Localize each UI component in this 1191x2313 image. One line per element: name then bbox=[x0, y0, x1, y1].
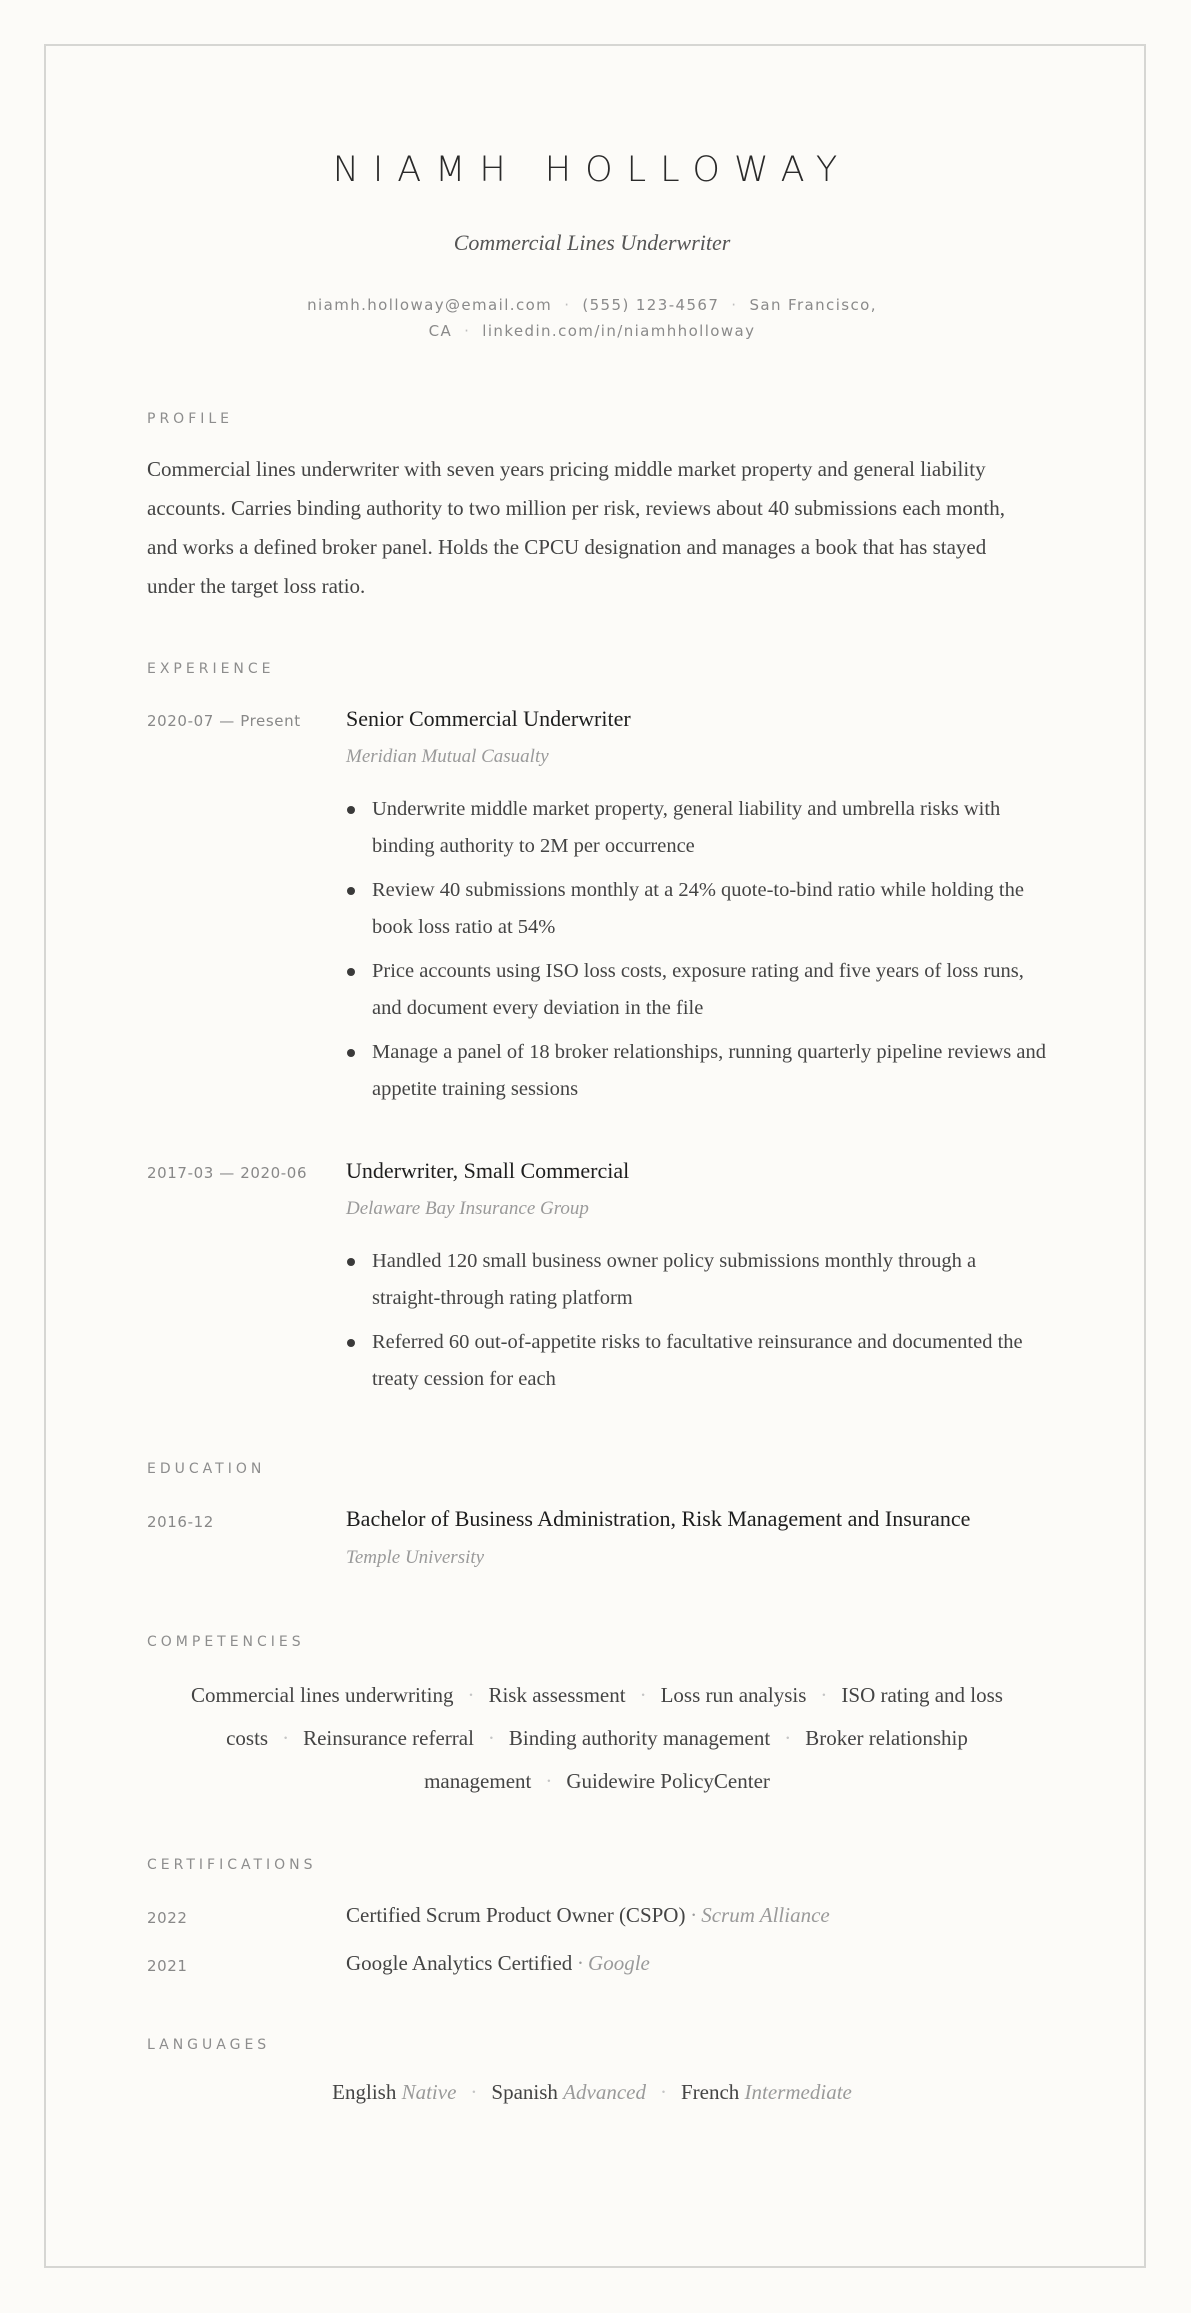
contact-linkedin[interactable]: linkedin.com/in/niamhholloway bbox=[482, 322, 756, 340]
language-name: French bbox=[680, 2080, 740, 2104]
certification-name: Google Analytics Certified bbox=[346, 1951, 573, 1975]
job-dates: 2020-07 — Present bbox=[147, 712, 301, 730]
separator-dot: · bbox=[639, 1683, 647, 1707]
separator-dot: · bbox=[487, 1726, 495, 1750]
competency-item: Loss run analysis bbox=[660, 1683, 807, 1707]
list-item: Handled 120 small business owner policy submissions monthly through a straight-through rating platform bbox=[346, 1243, 1046, 1317]
section-label-languages: LANGUAGES bbox=[147, 2037, 271, 2053]
contact-location: San Francisco, CA bbox=[428, 296, 877, 340]
separator-dot: · bbox=[545, 1769, 553, 1793]
list-item: Referred 60 out-of-appetite risks to facultative reinsurance and documented the treaty cession for each bbox=[346, 1324, 1046, 1398]
section-label-competencies: COMPETENCIES bbox=[147, 1634, 305, 1650]
separator-dot: · bbox=[467, 1683, 475, 1707]
profile-summary: Commercial lines underwriter with seven years pricing middle market property and general liability accounts. Carries binding authority to two million per risk, reviews about 40 submissions each month, and works a defined broker panel. Holds the CPCU designation and manages a book that has stayed under the target loss ratio. bbox=[147, 457, 1005, 598]
list-item: Manage a panel of 18 broker relationships, running quarterly pipeline reviews and appetite training sessions bbox=[346, 1034, 1046, 1108]
separator-dot: · bbox=[784, 1726, 792, 1750]
competency-item: Guidewire PolicyCenter bbox=[566, 1769, 770, 1793]
job-company: Delaware Bay Insurance Group bbox=[346, 1198, 589, 1219]
language-level: Advanced bbox=[563, 2080, 646, 2104]
section-label-certifications: CERTIFICATIONS bbox=[147, 1857, 317, 1873]
certification-issuer: · Google bbox=[577, 1951, 650, 1975]
job-title: Underwriter, Small Commercial bbox=[346, 1158, 630, 1183]
separator-dot: · bbox=[659, 2080, 667, 2104]
candidate-role: Commercial Lines Underwriter bbox=[453, 230, 731, 255]
certification-issuer: · Scrum Alliance bbox=[690, 1903, 830, 1927]
job-title: Senior Commercial Underwriter bbox=[346, 706, 631, 731]
contact-phone[interactable]: (555) 123-4567 bbox=[582, 296, 720, 314]
competency-item: ISO rating and loss costs bbox=[226, 1683, 1003, 1750]
section-label-profile: PROFILE bbox=[147, 411, 234, 427]
job-company: Meridian Mutual Casualty bbox=[346, 746, 549, 767]
education-degree: Bachelor of Business Administration, Risk Management and Insurance bbox=[346, 1506, 971, 1531]
education-school: Temple University bbox=[346, 1547, 485, 1568]
competencies-list bbox=[157, 1674, 1037, 1803]
competency-item: Binding authority management bbox=[508, 1726, 771, 1750]
separator-dot: · bbox=[820, 1683, 828, 1707]
section-label-experience: EXPERIENCE bbox=[147, 661, 275, 677]
contact-email[interactable]: niamh.holloway@email.com bbox=[307, 296, 553, 314]
language-name: Spanish bbox=[491, 2080, 558, 2104]
competency-item: Broker relationship management bbox=[424, 1726, 968, 1793]
list-item: Underwrite middle market property, general liability and umbrella risks with binding authority to 2M per occurrence bbox=[346, 791, 1046, 865]
language-name: English bbox=[332, 2080, 397, 2104]
list-item: Review 40 submissions monthly at a 24% quote-to-bind ratio while holding the book loss ratio at 54% bbox=[346, 872, 1046, 946]
competency-item: Reinsurance referral bbox=[303, 1726, 474, 1750]
list-item: Price accounts using ISO loss costs, exposure rating and five years of loss runs, and document every deviation in the file bbox=[346, 953, 1046, 1027]
certification-name: Certified Scrum Product Owner (CSPO) bbox=[346, 1903, 686, 1927]
separator-dot: · bbox=[282, 1726, 290, 1750]
competency-item: Risk assessment bbox=[488, 1683, 626, 1707]
section-label-education: EDUCATION bbox=[147, 1461, 266, 1477]
languages-list bbox=[147, 2080, 1037, 2105]
job-dates: 2017-03 — 2020-06 bbox=[147, 1164, 308, 1182]
language-level: Native bbox=[401, 2080, 457, 2104]
separator-dot: · bbox=[470, 2080, 478, 2104]
candidate-name: NIAMH HOLLOWAY bbox=[332, 150, 852, 190]
job-bullets bbox=[346, 1243, 1046, 1405]
separator-dot: · bbox=[564, 296, 571, 314]
separator-dot: · bbox=[464, 322, 471, 340]
education-date: 2016-12 bbox=[147, 1513, 214, 1531]
language-level: Intermediate bbox=[744, 2080, 852, 2104]
certification-year: 2021 bbox=[147, 1957, 188, 1975]
separator-dot: · bbox=[731, 296, 738, 314]
contact-line bbox=[287, 292, 897, 344]
competency-item: Commercial lines underwriting bbox=[191, 1683, 454, 1707]
certification-item bbox=[346, 1951, 650, 1976]
certification-item bbox=[346, 1903, 830, 1928]
page-border bbox=[44, 44, 1146, 2268]
certification-year: 2022 bbox=[147, 1909, 188, 1927]
job-bullets bbox=[346, 791, 1046, 1115]
